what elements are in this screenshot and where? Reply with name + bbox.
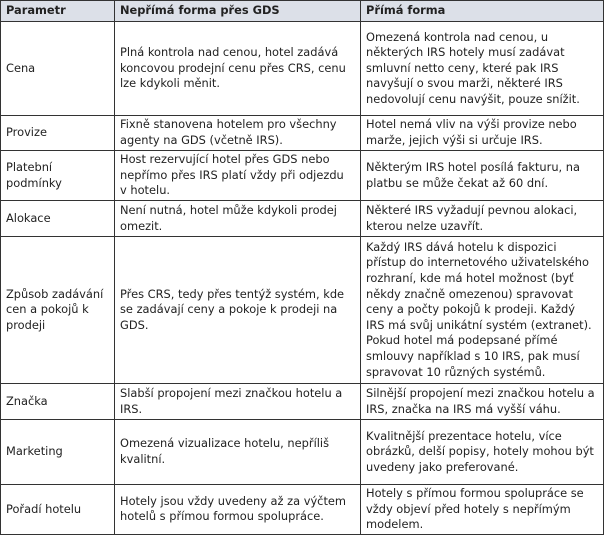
row-indirect: Plná kontrola nad cenou, hotel zadává koncovou prodejní cenu přes CRS, cenu lze kdykoli měnit. bbox=[115, 22, 361, 116]
row-direct: Některým IRS hotel posílá fakturu, na platbu se může čekat až 60 dní. bbox=[361, 151, 604, 201]
row-param: Marketing bbox=[1, 420, 115, 485]
row-indirect: Není nutná, hotel může kdykoli prodej omezit. bbox=[115, 201, 361, 237]
row-indirect: Slabší propojení mezi značkou hotelu a IRS. bbox=[115, 384, 361, 420]
table-row bbox=[1, 201, 604, 237]
table-row bbox=[1, 420, 604, 485]
row-indirect: Fixně stanovena hotelem pro všechny agenty na GDS (včetně IRS). bbox=[115, 116, 361, 151]
table-row bbox=[1, 151, 604, 201]
row-direct: Silnější propojení mezi značkou hotelu a IRS, značka na IRS má vyšší váhu. bbox=[361, 384, 604, 420]
row-indirect: Přes CRS, tedy přes tentýž systém, kde se zadávají ceny a pokoje k prodeji na GDS. bbox=[115, 237, 361, 384]
table-row bbox=[1, 22, 604, 116]
row-direct: Omezená kontrola nad cenou, u některých IRS hotely musí zadávat smluvní netto ceny, které pak IRS navyšují o svou marži, některé IRS nedovolují cenu navýšit, pouze snížit. bbox=[361, 22, 604, 116]
header-row bbox=[1, 1, 604, 22]
table-row bbox=[1, 384, 604, 420]
row-param: Značka bbox=[1, 384, 115, 420]
header-direct: Přímá forma bbox=[361, 1, 604, 22]
row-direct: Některé IRS vyžadují pevnou alokaci, kterou nelze uzavřít. bbox=[361, 201, 604, 237]
header-parametr: Parametr bbox=[1, 1, 115, 22]
table-row bbox=[1, 116, 604, 151]
table-row bbox=[1, 237, 604, 384]
row-direct: Hotel nemá vliv na výši provize nebo marže, jejich výši si určuje IRS. bbox=[361, 116, 604, 151]
row-direct: Každý IRS dává hotelu k dispozici přístup do internetového uživatelského rozhraní, kde má hotel možnost (byť někdy značně omezenou) spravovat ceny a počty pokojů k prodeji. Každý IRS má svůj unikátní systém (extranet). Pokud hotel má podepsané přímé smlouvy například s 10 IRS, pak musí spravovat 10 různých systémů. bbox=[361, 237, 604, 384]
row-indirect: Omezená vizualizace hotelu, nepříliš kvalitní. bbox=[115, 420, 361, 485]
row-direct: Hotely s přímou formou spolupráce se vždy objeví před hotely s nepřímým modelem. bbox=[361, 485, 604, 535]
row-param: Platební podmínky bbox=[1, 151, 115, 201]
header-indirect: Nepřímá forma přes GDS bbox=[115, 1, 361, 22]
row-direct: Kvalitnější prezentace hotelu, více obrázků, delší popisy, hotely mohou být uvedeny jako preferované. bbox=[361, 420, 604, 485]
row-param: Cena bbox=[1, 22, 115, 116]
row-param: Alokace bbox=[1, 201, 115, 237]
row-param: Pořadí hotelu bbox=[1, 485, 115, 535]
row-param: Způsob zadávání cen a pokojů k prodeji bbox=[1, 237, 115, 384]
row-indirect: Host rezervující hotel přes GDS nebo nepřímo přes IRS platí vždy při odjezdu v hotelu. bbox=[115, 151, 361, 201]
row-indirect: Hotely jsou vždy uvedeny až za výčtem hotelů s přímou formou spolupráce. bbox=[115, 485, 361, 535]
row-param: Provize bbox=[1, 116, 115, 151]
